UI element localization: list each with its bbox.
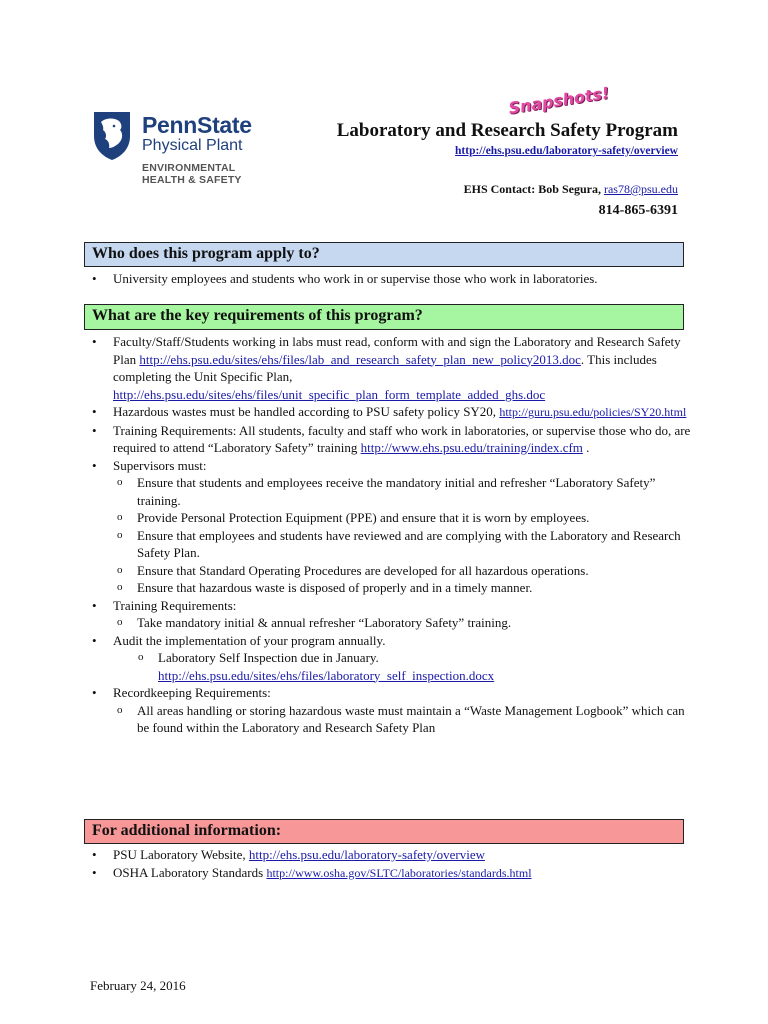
supervisor-duties-list bbox=[113, 474, 694, 597]
item-text: Training Requirements: All students, faculty and staff who work in laboratories, or supervise those who do, are required to attend “Laboratory Safety” training bbox=[113, 422, 691, 455]
contact-label: EHS Contact: Bob Segura, bbox=[463, 182, 604, 196]
brand-name: PennState bbox=[142, 112, 252, 138]
psu-lab-website-link[interactable]: http://ehs.psu.edu/laboratory-safety/overview bbox=[248, 847, 486, 862]
item-text: Faculty/Staff/Students working in labs must read, conform with and sign the Laboratory and Research Safety Plan bbox=[113, 334, 681, 367]
item-text: . This includes completing the Unit Specific Plan, bbox=[113, 351, 657, 384]
section-heading-additional-info: For additional information: bbox=[84, 819, 684, 844]
list-item bbox=[84, 864, 694, 883]
brand-department-line1: ENVIRONMENTAL bbox=[142, 162, 236, 174]
snapshots-badge: Snapshots! bbox=[507, 83, 611, 118]
list-item bbox=[84, 333, 694, 403]
unit-specific-plan-link[interactable]: http://ehs.psu.edu/sites/ehs/files/unit_specific_plan_form_template_added_ghs.doc bbox=[113, 386, 546, 402]
sub-list-item: o Provide Personal Protection Equipment (PPE) and ensure that it is worn by employees. bbox=[113, 509, 694, 527]
list-item bbox=[84, 422, 694, 457]
sub-list-item bbox=[113, 649, 694, 684]
overview-link[interactable]: http://ehs.psu.edu/laboratory-safety/overview bbox=[455, 145, 678, 157]
footer-date: February 24, 2016 bbox=[90, 978, 186, 993]
item-text: Training Requirements: bbox=[113, 597, 237, 613]
requirements-list bbox=[84, 333, 694, 737]
sub-list-item: o Ensure that hazardous waste is disposed of properly and in a timely manner. bbox=[113, 579, 694, 597]
contact-email-link[interactable]: ras78@psu.edu bbox=[603, 182, 678, 196]
sub-list-item: o Take mandatory initial & annual refresher “Laboratory Safety” training. bbox=[113, 614, 694, 632]
item-text: PSU Laboratory Website, bbox=[113, 847, 249, 862]
brand-department bbox=[142, 162, 242, 186]
recordkeeping-sub-list bbox=[113, 702, 694, 737]
list-item bbox=[84, 597, 694, 632]
section-heading-applies-to: Who does this program apply to? bbox=[84, 242, 684, 267]
item-text: Audit the implementation of your program annually. bbox=[113, 632, 386, 648]
brand-subtitle: Physical Plant bbox=[142, 137, 243, 154]
sy20-policy-link[interactable]: http://guru.psu.edu/policies/SY20.html bbox=[499, 405, 687, 419]
ehs-contact bbox=[464, 182, 678, 197]
additional-info-list bbox=[84, 846, 694, 882]
osha-standards-link[interactable]: http://www.osha.gov/SLTC/laboratories/standards.html bbox=[266, 865, 532, 880]
list-item bbox=[84, 684, 694, 737]
self-inspection-link[interactable]: http://ehs.psu.edu/sites/ehs/files/laboratory_self_inspection.docx bbox=[158, 667, 495, 683]
item-text: Hazardous wastes must be handled according to PSU safety policy SY20, bbox=[113, 404, 500, 419]
sub-list-item: o Ensure that students and employees receive the mandatory initial and refresher “Laboratory Safety” training. bbox=[113, 474, 694, 509]
page-title: Laboratory and Research Safety Program bbox=[336, 120, 678, 141]
safety-plan-link[interactable]: http://ehs.psu.edu/sites/ehs/files/lab_and_research_safety_plan_new_policy2013.doc bbox=[139, 351, 581, 367]
item-text: Recordkeeping Requirements: bbox=[113, 685, 271, 700]
contact-phone: 814-865-6391 bbox=[598, 203, 678, 218]
list-item bbox=[84, 403, 694, 422]
sub-list-item: o All areas handling or storing hazardous waste must maintain a “Waste Management Logbook” which can be found within the Laboratory and Research Safety Plan bbox=[113, 702, 694, 737]
list-item bbox=[84, 457, 694, 597]
sub-list-item: o Ensure that employees and students have reviewed and are complying with the Laboratory and Research Safety Plan. bbox=[113, 527, 694, 562]
training-link[interactable]: http://www.ehs.psu.edu/training/index.cfm bbox=[360, 440, 583, 455]
list-item: • University employees and students who work in or supervise those who work in laboratories. bbox=[84, 270, 694, 288]
item-text: Supervisors must: bbox=[113, 457, 207, 473]
nittany-lion-shield-icon bbox=[92, 110, 132, 162]
title-url bbox=[455, 145, 678, 157]
item-text: . bbox=[582, 440, 590, 455]
item-text: Laboratory Self Inspection due in January. bbox=[158, 650, 379, 665]
training-sub-list bbox=[113, 614, 694, 632]
pennstate-logo bbox=[92, 110, 262, 190]
list-item bbox=[84, 632, 694, 685]
list-item bbox=[84, 846, 694, 864]
item-text: OSHA Laboratory Standards bbox=[113, 864, 267, 880]
audit-sub-list bbox=[113, 649, 694, 684]
sub-list-item: o Ensure that Standard Operating Procedures are developed for all hazardous operations. bbox=[113, 562, 694, 580]
section-heading-key-requirements: What are the key requirements of this program? bbox=[84, 304, 684, 330]
applies-to-list bbox=[84, 270, 694, 288]
brand-department-line2: HEALTH & SAFETY bbox=[142, 174, 242, 186]
